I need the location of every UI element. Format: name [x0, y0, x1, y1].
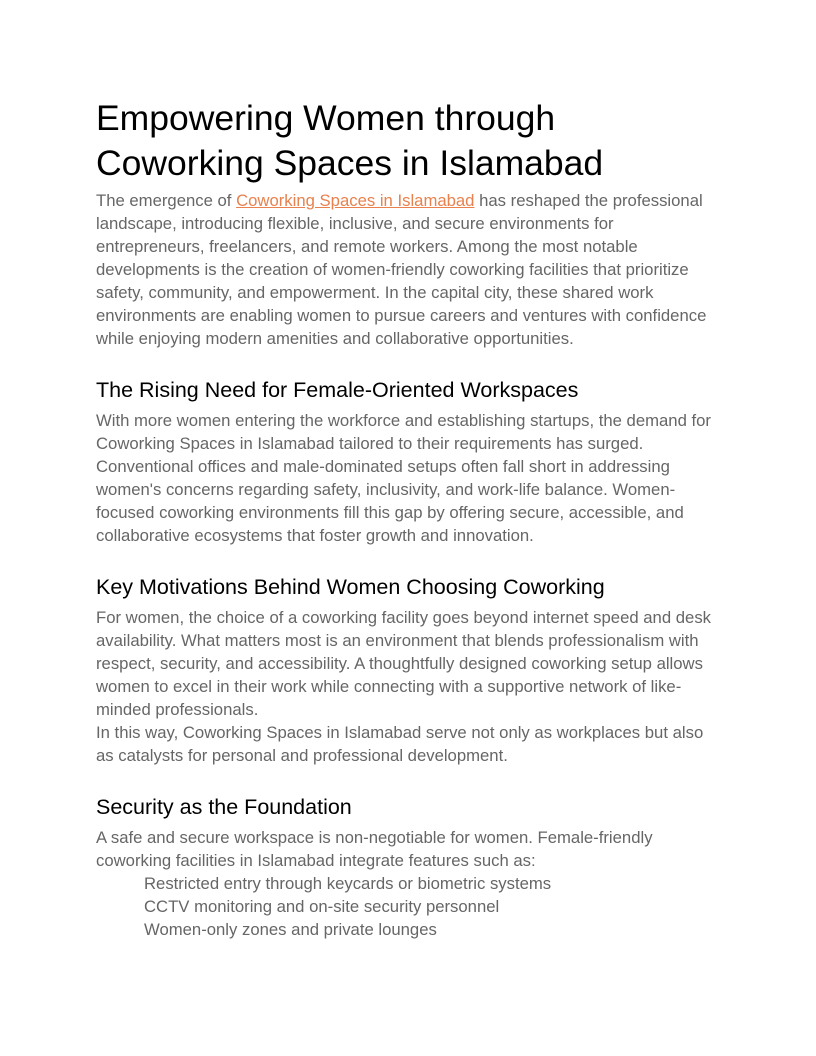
list-item: CCTV monitoring and on-site security personnel: [144, 897, 500, 916]
section-paragraph: For women, the choice of a coworking facility goes beyond internet speed and desk availability. What matters most is an environment that blends professionalism with respect, security, and accessibility. A thoughtfully designed coworking setup allows women to excel in their work while connecting with a supportive network of like-minded professionals.: [96, 608, 712, 719]
section-paragraph: A safe and secure workspace is non-negotiable for women. Female-friendly coworking facilities in Islamabad integrate features such as:: [96, 828, 653, 870]
intro-paragraph: [96, 189, 720, 350]
section-heading-rising-need: The Rising Need for Female-Oriented Workspaces: [96, 378, 579, 402]
section-paragraph: In this way, Coworking Spaces in Islamabad serve not only as workplaces but also as catalysts for personal and professional development.: [96, 723, 704, 765]
section-heading-security: Security as the Foundation: [96, 795, 352, 819]
security-features-list: [96, 872, 720, 941]
section-paragraph: With more women entering the workforce and establishing startups, the demand for Coworking Spaces in Islamabad tailored to their requirements has surged. Conventional offices and male-dominated setups often fall short in addressing women's concerns regarding safety, inclusivity, and work-life balance. Women-focused coworking environments fill this gap by offering secure, accessible, and collaborative ecosystems that foster growth and innovation.: [96, 411, 711, 545]
intro-text-before-link: The emergence of: [96, 191, 237, 210]
coworking-spaces-link[interactable]: Coworking Spaces in Islamabad: [236, 191, 475, 210]
intro-text-after-link: has reshaped the professional landscape, introducing flexible, inclusive, and secure environments for entrepreneurs, freelancers, and remote workers. Among the most notable developments is the creation of women-friendly coworking facilities that prioritize safety, community, and empowerment. In the capital city, these shared work environments are enabling women to pursue careers and ventures with confidence while enjoying modern amenities and collaborative opportunities.: [96, 191, 707, 348]
document-title: Empowering Women through Coworking Spaces in Islamabad: [96, 98, 604, 183]
document-page: [96, 96, 720, 941]
list-item: Restricted entry through keycards or biometric systems: [144, 874, 552, 893]
section-heading-key-motivations: Key Motivations Behind Women Choosing Coworking: [96, 575, 605, 599]
list-item: Women-only zones and private lounges: [144, 920, 437, 939]
